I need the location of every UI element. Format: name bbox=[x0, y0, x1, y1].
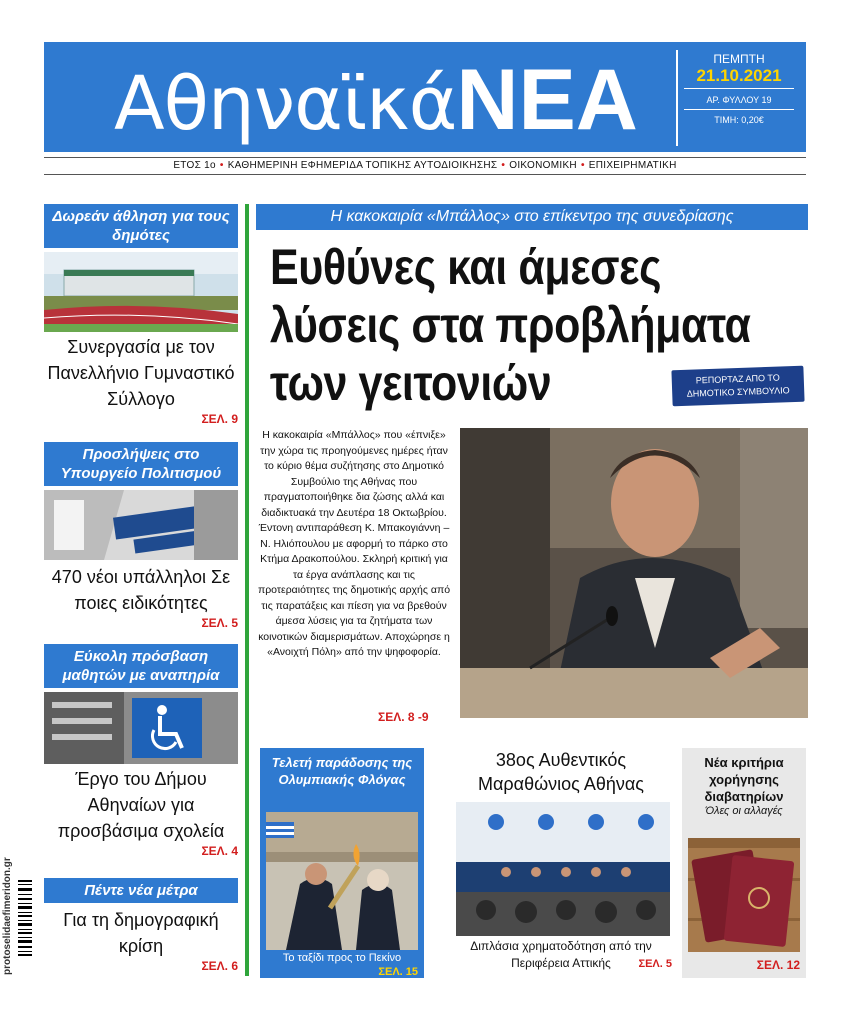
wheelchair-sign-photo bbox=[44, 692, 238, 764]
story-banner: Προσλήψεις στο Υπουργείο Πολιτισμού bbox=[44, 442, 238, 486]
page-reference: ΣΕΛ. 15 bbox=[378, 966, 418, 978]
headline-line: των γειτονιών bbox=[270, 355, 552, 411]
sidebar-story-culture[interactable] bbox=[44, 442, 238, 630]
stadium-photo bbox=[44, 252, 238, 332]
page-reference: ΣΕΛ. 4 bbox=[201, 844, 238, 858]
story-marathon[interactable] bbox=[450, 748, 672, 978]
tagline bbox=[44, 157, 806, 175]
page-reference: ΣΕΛ. 12 bbox=[756, 958, 800, 972]
tagline-item: ΕΤΟΣ 1ο bbox=[173, 160, 216, 171]
flame-handover-photo bbox=[266, 812, 418, 950]
story-banner: Πέντε νέα μέτρα bbox=[44, 878, 238, 903]
newspaper-logo bbox=[114, 52, 638, 148]
story-headline: Έργο του Δήμου Αθηναίων για προσβάσιμα σχολεία bbox=[57, 769, 225, 841]
barcode bbox=[16, 820, 38, 970]
headline-line: λύσεις στα προβλήματα bbox=[270, 297, 751, 353]
box-caption: Το ταξίδι προς το Πεκίνο bbox=[282, 952, 402, 964]
weekday: ΠΕΜΠΤΗ bbox=[713, 52, 765, 66]
separator-dot: • bbox=[580, 160, 585, 171]
page-reference: ΣΕΛ. 6 bbox=[201, 959, 238, 973]
passports-photo bbox=[688, 838, 800, 952]
price: ΤΙΜΗ: 0,20€ bbox=[714, 115, 764, 125]
box-caption: Διπλάσια χρηματοδότηση από την Περιφέρεια Αττικής bbox=[470, 939, 652, 970]
story-headline: 470 νέοι υπάλληλοι Σε ποιες ειδικότητες bbox=[51, 567, 231, 613]
page-reference: ΣΕΛ. 8 -9 bbox=[378, 710, 429, 724]
logo-bold-text: ΝΕΑ bbox=[456, 52, 638, 148]
issue-number: ΑΡ. ΦΥΛΛΟΥ 19 bbox=[684, 95, 794, 110]
story-headline: Για τη δημογραφική κρίση bbox=[63, 910, 219, 956]
page-reference: ΣΕΛ. 9 bbox=[201, 412, 238, 426]
logo-thin-text: Αθηναϊκά bbox=[114, 61, 457, 147]
headline-line: Ευθύνες και άμεσες bbox=[270, 239, 662, 295]
story-olympic-flame[interactable] bbox=[260, 748, 424, 978]
date-box bbox=[676, 50, 800, 146]
masthead bbox=[44, 42, 806, 152]
sidebar-story-sports[interactable] bbox=[44, 204, 238, 426]
sidebar-story-demographics[interactable] bbox=[44, 878, 238, 973]
box-subtitle: Όλες οι αλλαγές bbox=[705, 805, 783, 817]
main-kicker: Η κακοκαιρία «Μπάλλος» στο επίκεντρο της συνεδρίασης bbox=[256, 204, 808, 230]
sidebar-story-accessibility[interactable] bbox=[44, 644, 238, 858]
separator-dot: • bbox=[501, 160, 506, 171]
tagline-item: ΕΠΙΧΕΙΡΗΜΑΤΙΚΗ bbox=[588, 160, 677, 171]
story-headline: Συνεργασία με τον Πανελλήνιο Γυμναστικό Σύλλογο bbox=[47, 337, 235, 409]
tagline-item: ΚΑΘΗΜΕΡΙΝΗ ΕΦΗΜΕΡΙΔΑ ΤΟΠΙΚΗΣ ΑΥΤΟΔΙΟΙΚΗΣΗΣ bbox=[227, 160, 498, 171]
column-divider bbox=[245, 204, 249, 976]
tagline-item: ΟΙΚΟΝΟΜΙΚΗ bbox=[509, 160, 577, 171]
issue-date: 21.10.2021 bbox=[684, 66, 794, 89]
page-reference: ΣΕΛ. 5 bbox=[201, 616, 238, 630]
report-badge: ΡΕΠΟΡΤΑΖ ΑΠΟ ΤΟ ΔΗΜΟΤΙΚΟ ΣΥΜΒΟΥΛΙΟ bbox=[671, 366, 804, 407]
box-title: Νέα κριτήρια χορήγησης διαβατηρίων bbox=[704, 755, 784, 804]
main-body-text: Η κακοκαιρία «Μπάλλος» που «έπνιξε» την χώρα τις προηγούμενες ημέρες ήταν το κύριο θέμα συζήτησης στο Δημοτικό Συμβούλιο της Αθήνας που πραγματοποιήθηκε δια ζώσης αλλά και διαδικτυακά την Δευτέρα 18 Οκτωβρίου. Έντονη αντιπαράθεση Κ. Μπακογιάννη – Ν. Ηλιόπουλου με αφορμή το πάρκο στο Κτήμα Δρακοπούλου. Σκληρή κριτική για τα έργα ανάπλασης και τις προτεραιότητες της δημοτικής αρχής από τις παρατάξεις και πίεση για να βρεθούν άμεσα λύσεις για τα ζητήματα των κοινοτικών διαμερισμάτων. Αποχώρησε η «Ανοιχτή Πόλη» από την ψηφοφορία. bbox=[257, 429, 451, 658]
box-title: Τελετή παράδοσης της Ολυμπιακής Φλόγας bbox=[271, 755, 413, 787]
separator-dot: • bbox=[219, 160, 224, 171]
story-banner: Δωρεάν άθληση για τους δημότες bbox=[44, 204, 238, 248]
story-passports[interactable] bbox=[682, 748, 806, 978]
box-title: 38ος Αυθεντικός Μαραθώνιος Αθήνας bbox=[478, 750, 644, 794]
page-reference: ΣΕΛ. 5 bbox=[638, 958, 672, 970]
site-watermark: protoselidaefimeridon.gr bbox=[2, 857, 13, 975]
marathon-press-photo bbox=[456, 802, 670, 936]
ministry-sign-photo bbox=[44, 490, 238, 560]
story-banner: Εύκολη πρόσβαση μαθητών με αναπηρία bbox=[44, 644, 238, 688]
mayor-photo bbox=[460, 428, 808, 718]
